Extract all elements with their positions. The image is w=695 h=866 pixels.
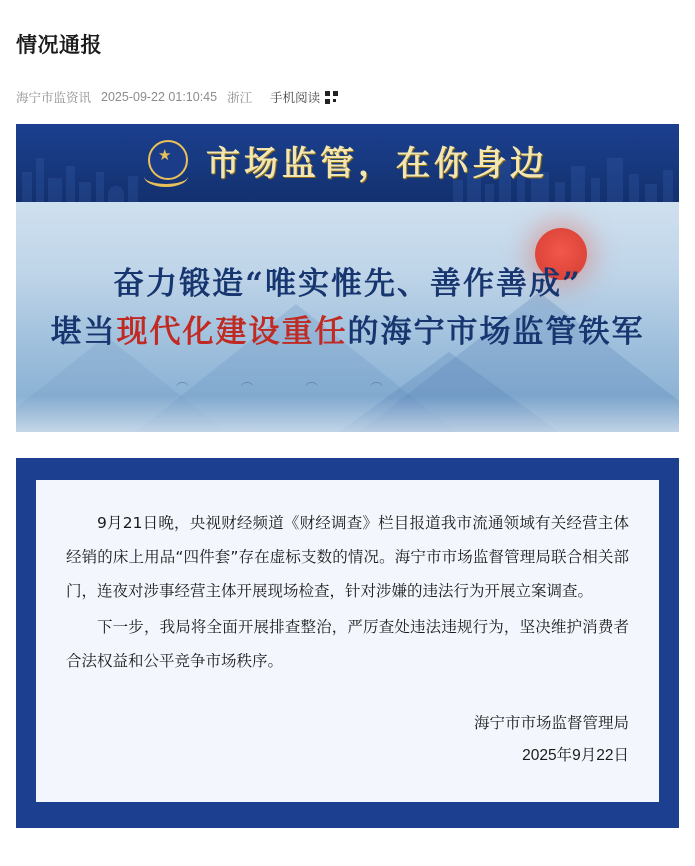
slogan-line2-part-c: 的海宁市场监管铁军 <box>347 314 645 351</box>
meta-region: 浙江 <box>227 91 253 106</box>
meta-source: 海宁市监资讯 <box>16 91 92 106</box>
signature-date: 2025年9月22日 <box>522 747 629 765</box>
banner-slogan-area <box>16 202 679 432</box>
notice-card <box>36 480 659 802</box>
page-title: 情况通报 <box>16 34 102 58</box>
mobile-read-link[interactable] <box>270 88 338 106</box>
mobile-read-label: 手机阅读 <box>270 91 321 106</box>
banner-headline: 市场监管，在你身边 <box>206 144 548 185</box>
qr-code-icon[interactable] <box>325 91 338 104</box>
article-meta <box>0 76 695 120</box>
slogan-line2-part-b: 现代化建设重任 <box>116 314 348 351</box>
banner-slogan-line-1: 奋力锻造“唯实惟先、善作善成” <box>113 266 582 303</box>
notice-paragraph-1: 9月21日晚，央视财经频道《财经调查》栏目报道我市流通领域有关经营主体经销的床上用品“四件套”存在虚标支数的情况。海宁市市场监督管理局联合相关部门，连夜对涉事经营主体开展现场检查，针对涉嫌的违法行为开展立案调查。 <box>66 514 629 601</box>
meta-datetime: 2025-09-22 01:10:45 <box>101 90 218 105</box>
campaign-banner-image <box>16 124 679 432</box>
government-emblem-icon: ★ <box>144 138 188 186</box>
banner-header-strip <box>16 124 679 202</box>
notice-paragraph-2: 下一步，我局将全面开展排查整治，严厉查处违法违规行为，坚决维护消费者合法权益和公平竞争市场秩序。 <box>66 618 629 671</box>
notice-frame <box>16 458 679 828</box>
birds-icon: ︵ ︵ ︵ ︵ <box>176 373 407 389</box>
notice-signature <box>66 708 629 772</box>
water-reflection <box>16 396 679 432</box>
banner-slogan-line-2 <box>16 306 679 351</box>
article-page <box>0 14 695 866</box>
signature-organization: 海宁市市场监督管理局 <box>473 715 629 733</box>
slogan-line2-part-a: 堪当 <box>50 314 117 351</box>
